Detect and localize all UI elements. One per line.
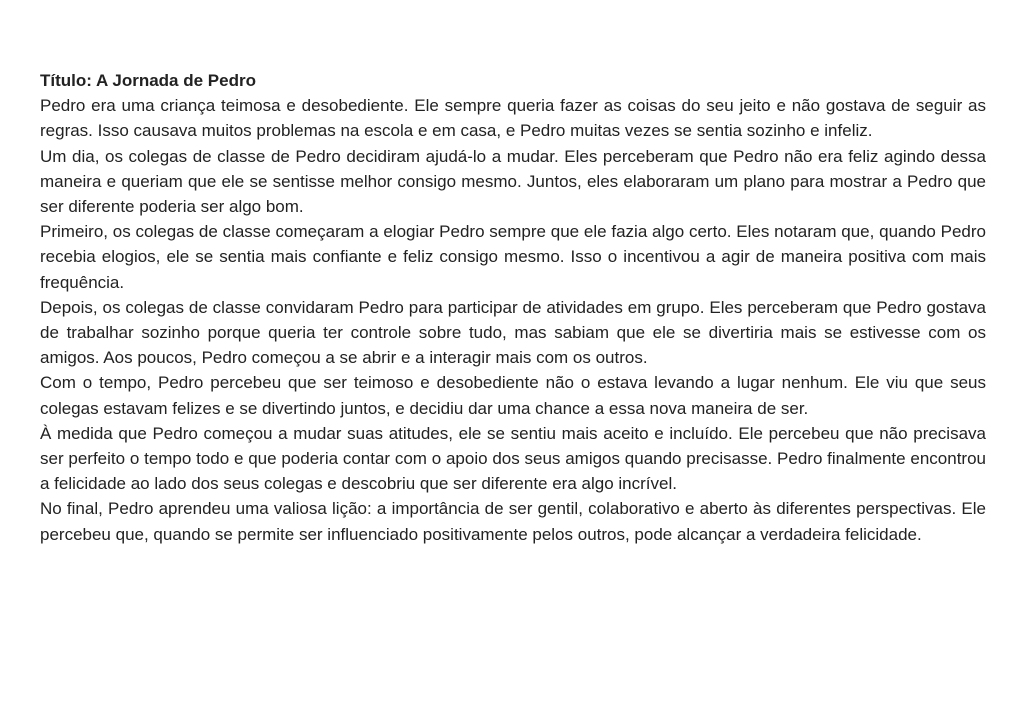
- paragraph-6: À medida que Pedro começou a mudar suas atitudes, ele se sentiu mais aceito e incluído. Ele percebeu que não precisava ser perfeito o tempo todo e que poderia contar com o apoio dos seus amigos quando precisasse. Pedro finalmente encontrou a felicidade ao lado dos seus colegas e descobriu que ser diferente era algo incrível.: [40, 423, 986, 494]
- document-body: [40, 68, 986, 547]
- document-title: Título: A Jornada de Pedro: [40, 71, 256, 90]
- paragraph-1: Pedro era uma criança teimosa e desobediente. Ele sempre queria fazer as coisas do seu jeito e não gostava de seguir as regras. Isso causava muitos problemas na escola e em casa, e Pedro muitas vezes se sentia sozinho e infeliz.: [40, 96, 986, 141]
- paragraph-3: Primeiro, os colegas de classe começaram a elogiar Pedro sempre que ele fazia algo certo. Eles notaram que, quando Pedro recebia elogios, ele se sentia mais confiante e feliz consigo mesmo. Isso o incentivou a agir de maneira positiva com mais frequência.: [40, 222, 986, 292]
- paragraph-2: Um dia, os colegas de classe de Pedro decidiram ajudá-lo a mudar. Eles perceberam que Pedro não era feliz agindo dessa maneira e queriam que ele se sentisse melhor consigo mesmo. Juntos, eles elaboraram um plano para mostrar a Pedro que ser diferente poderia ser algo bom.: [40, 146, 986, 217]
- paragraph-4: Depois, os colegas de classe convidaram Pedro para participar de atividades em grupo. Eles perceberam que Pedro gostava de trabalhar sozinho porque queria ter controle sobre tudo, mas sabiam que ele se divertiria mais se estivesse com os amigos. Aos poucos, Pedro começou a se abrir e a interagir mais com os outros.: [40, 297, 986, 368]
- paragraph-7: No final, Pedro aprendeu uma valiosa lição: a importância de ser gentil, colaborativo e aberto às diferentes perspectivas. Ele percebeu que, quando se permite ser influenciado positivamente pelos outros, pode alcançar a verdadeira felicidade.: [40, 499, 986, 544]
- paragraph-5: Com o tempo, Pedro percebeu que ser teimoso e desobediente não o estava levando a lugar nenhum. Ele viu que seus colegas estavam felizes e se divertindo juntos, e decidiu dar uma chance a essa nova maneira de ser.: [40, 373, 986, 418]
